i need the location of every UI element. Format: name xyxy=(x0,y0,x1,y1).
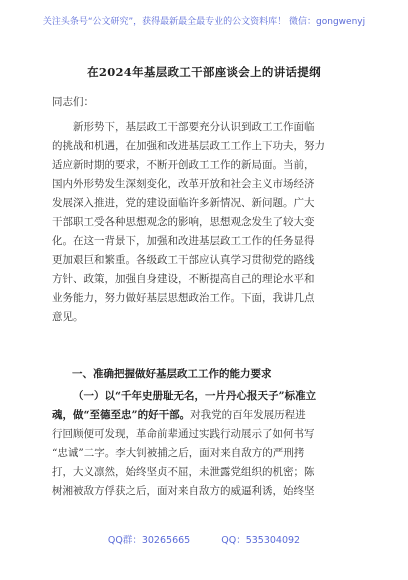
paragraph-line xyxy=(52,406,362,425)
paragraph-line: 化。在这一背景下，加强和改进基层政工工作的任务显得 xyxy=(52,235,315,247)
paragraph-line: 意见。 xyxy=(52,311,84,323)
footer-qq: QQ：535304092 xyxy=(221,535,301,546)
paragraph-intro xyxy=(52,118,362,327)
salutation: 同志们： xyxy=(52,96,94,108)
paragraph-line: 适应新时期的要求，不断开创政工工作的新局面。当前， xyxy=(52,159,315,171)
paragraph-line: 的挑战和机遇，在加强和改进基层政工工作上下功夫，努力 xyxy=(52,140,325,152)
subsection-heading-end: 魂，做“至德至忠”的好干部。 xyxy=(52,409,191,421)
paragraph-line: 行回顾便可发现，革命前辈通过实践行动展示了如何书写 xyxy=(52,428,315,440)
top-banner: 关注头条号“公文研究”，获得最新最全最专业的公文资料库！ 微信：gongwenyj xyxy=(42,17,366,27)
paragraph-line: 方针、政策，加强自身建设，不断提高自己的理论水平和 xyxy=(52,273,315,285)
subsection-heading-line: （一）以“千年史册耻无名，一片丹心报天子”标准立 xyxy=(73,390,317,402)
paragraph-line: 打，大义凛然，始终坚贞不屈，未泄露党组织的机密；陈 xyxy=(52,466,315,478)
paragraph-line: 发展深入推进，党的建设面临许多新情况、新问题。广大 xyxy=(52,197,315,209)
paragraph-line: 新形势下，基层政工干部要充分认识到政工工作面临 xyxy=(73,121,315,133)
paragraph-subsection xyxy=(52,387,362,501)
document-title: 在2024年基层政工干部座谈会上的讲话提纲 xyxy=(87,65,321,79)
section-heading: 一、准确把握做好基层政工工作的能力要求 xyxy=(72,368,272,380)
paragraph-line: 业务能力，努力做好基层思想政治工作。下面，我讲几点 xyxy=(52,292,315,304)
paragraph-line: 树湘被敌方俘获之后，面对来自敌方的威逼利诱，始终坚 xyxy=(52,485,315,497)
paragraph-line: 国内外形势发生深刻变化，改革开放和社会主义市场经济 xyxy=(52,178,315,190)
footer xyxy=(0,532,408,546)
paragraph-line: “忠诚”二字。李大钊被捕之后，面对来自敌方的严刑拷 xyxy=(52,447,305,459)
paragraph-line-rest: 对我党的百年发展历程进 xyxy=(190,409,306,421)
paragraph-line: 干部职工受各种思想观念的影响，思想观念发生了较大变 xyxy=(52,216,315,228)
paragraph-line: 更加艰巨和繁重。各级政工干部应认真学习贯彻党的路线 xyxy=(52,254,315,266)
footer-qq-group: QQ群：30265665 xyxy=(107,535,191,546)
